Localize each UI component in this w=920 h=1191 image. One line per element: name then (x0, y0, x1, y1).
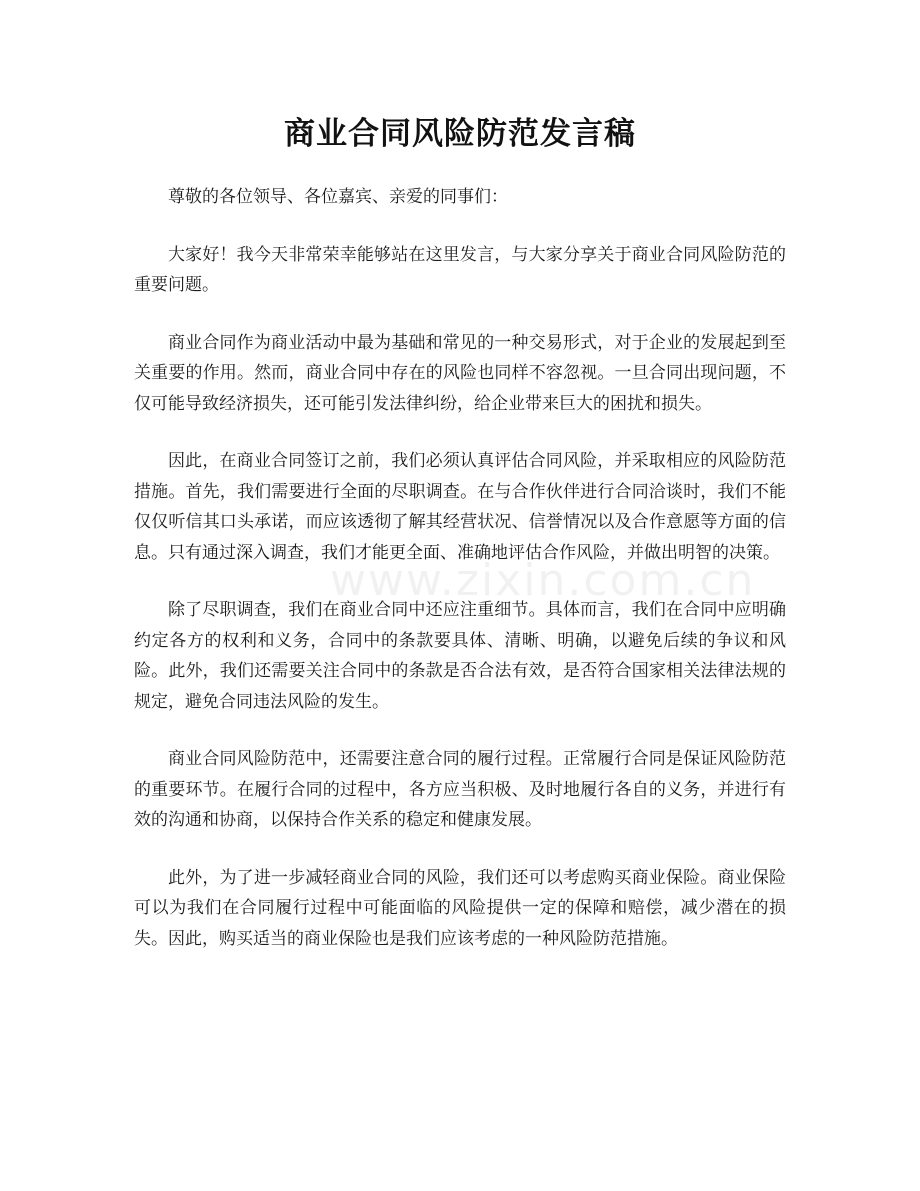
document-title: 商业合同风险防范发言稿 (284, 116, 636, 152)
paragraph-performance: 商业合同风险防范中，还需要注意合同的履行过程。正常履行合同是保证风险防范的重要环节。在履行合同的过程中，各方应当积极、及时地履行各自的义务，并进行有效的沟通和协商，以保持合作关系的稳定和健康发展。 (134, 749, 786, 830)
paragraph-importance: 商业合同作为商业活动中最为基础和常见的一种交易形式，对于企业的发展起到至关重要的作用。然而，商业合同中存在的风险也同样不容忽视。一旦合同出现问题，不仅可能导致经济损失，还可能引发法律纠纷，给企业带来巨大的困扰和损失。 (134, 332, 786, 414)
document-body (134, 182, 786, 981)
paragraph-greeting: 大家好！我今天非常荣幸能够站在这里发言，与大家分享关于商业合同风险防范的重要问题。 (134, 244, 786, 295)
paragraph-due-diligence: 因此，在商业合同签订之前，我们必须认真评估合同风险，并采取相应的风险防范措施。首先，我们需要进行全面的尽职调查。在与合作伙伴进行合同洽谈时，我们不能仅仅听信其口头承诺，而应该透彻了解其经营状况、信誉情况以及合作意愿等方面的信息。只有通过深入调查，我们才能更全面、准确地评估合作风险，并做出明智的决策。 (134, 451, 786, 563)
paragraph-details: 除了尽职调查，我们在商业合同中还应注重细节。具体而言，我们在合同中应明确约定各方的权利和义务，合同中的条款要具体、清晰、明确，以避免后续的争议和风险。此外，我们还需要关注合同中的条款是否合法有效，是否符合国家相关法律法规的规定，避免合同违法风险的发生。 (134, 600, 786, 712)
paragraph-insurance: 此外，为了进一步减轻商业合同的风险，我们还可以考虑购买商业保险。商业保险可以为我们在合同履行过程中可能面临的风险提供一定的保障和赔偿，减少潜在的损失。因此，购买适当的商业保险也是我们应该考虑的一种风险防范措施。 (134, 867, 786, 949)
watermark: www.zixin.com.cn (330, 555, 756, 606)
paragraph-salutation: 尊敬的各位领导、各位嘉宾、亲爱的同事们： (168, 187, 508, 207)
